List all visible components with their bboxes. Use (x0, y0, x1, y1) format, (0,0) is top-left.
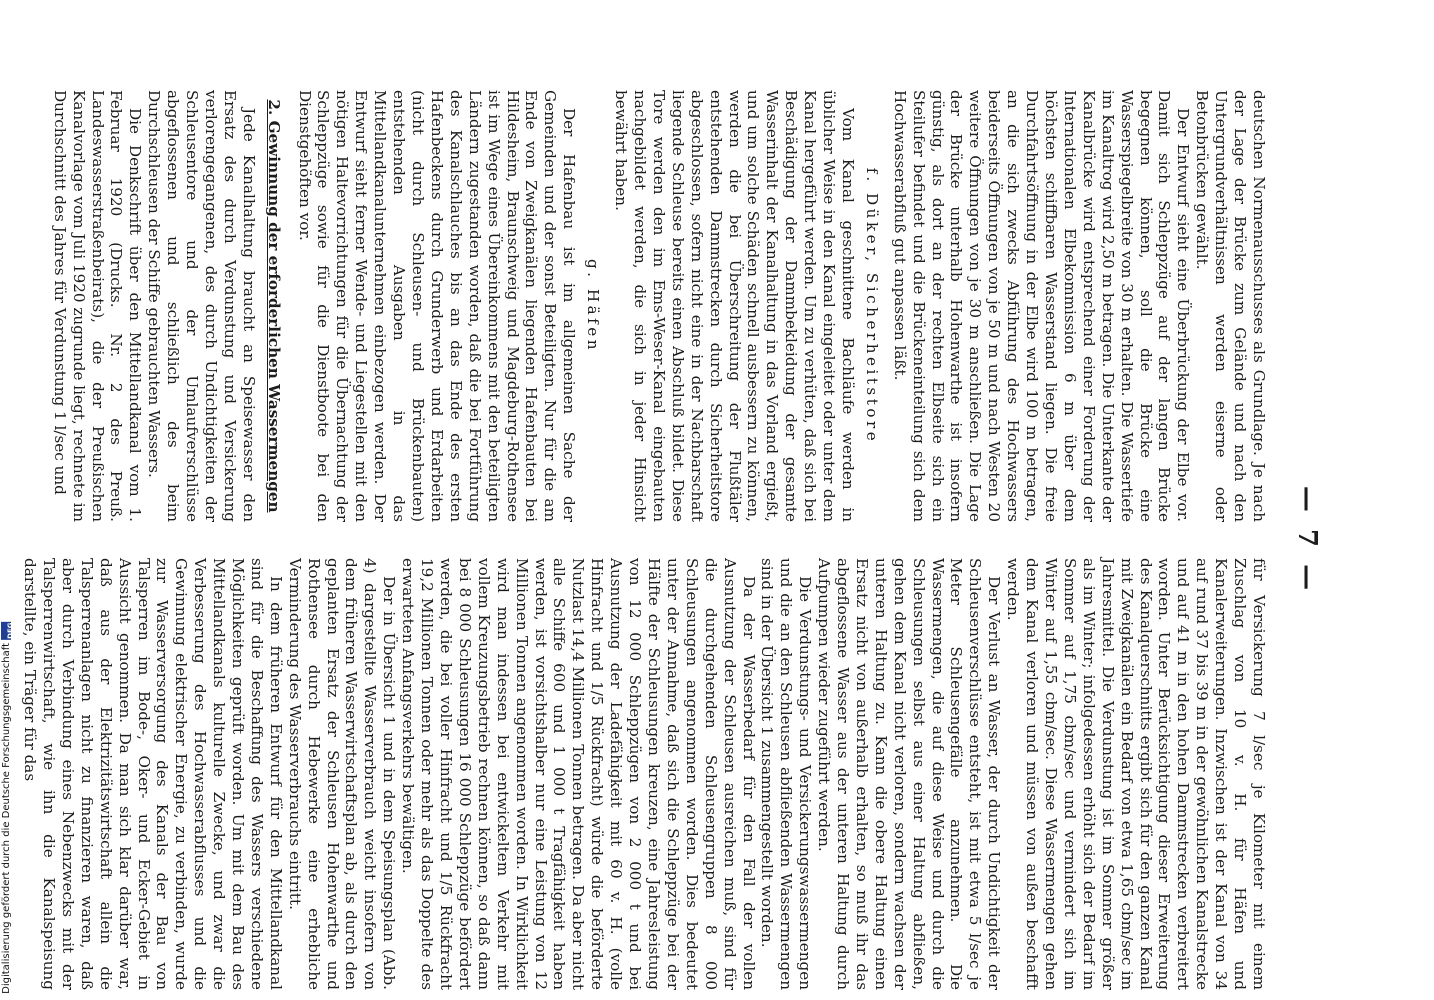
paragraph: Jede Kanalhaltung braucht an Speisewasser den Ersatz des durch Verdunstung und Versickerung verlorengegangenen, des durch Undichtigkeiten der Schleusentore und der Umlaufverschlüsse abgeflossenen und schließlich des beim Durchschleusen der Schiffe gebrauchten Wassers. (145, 90, 258, 522)
document-page (21, 90, 1330, 990)
subsection-heading: g. Häfen (584, 258, 603, 354)
paragraph: In dem früheren Entwurf für den Mittellandkanal sind für die Beschaffung des Wassers verschiedene Möglichkeiten geprüft worden. Um mit dem Bau des Mittellandkanals kulturelle Zwecke, und zwar die Verbesserung des Hochwasserabflusses und die Gewinnung elektrischer Energie, zu verbinden, wurde zur Wasserversorgung des Kanals der Bau von Talsperren im Bode-, Oker- und Ecker-Gebiet in Aussicht genommen. Da man sich klar darüber war, daß aus der Elektrizitätswirtschaft allein die Talsperrenanlagen nicht zu finanzieren waren, daß aber durch Verbindung eines Nebenzwecks mit der Talsperrenwirtschaft, wie ihn die Kanalspeisung darstellte, ein Träger für das (21, 558, 285, 990)
paragraph: Der Hafenbau ist im allgemeinen Sache der Gemeinden und der sonst Beteiligten. Nur für die am Ende von Zweigkanälen liegenden Hafenbauten bei Hildesheim, Braunschweig und Magdeburg-Rothensee ist im Wege eines Übereinkommens mit den beteiligten Ländern zugestanden worden, daß die bei Fortführung des Kanalschlauches bis an das Ende des ersten Hafenbeckens durch Grunderwerb und Erdarbeiten (nicht durch Schleusen- und Brückenbauten) entstehenden Ausgaben in das Mittellandkanalunternehmen einbezogen werden. Der Entwurf sieht ferner Wende- und Liegestellen mit den nötigen Haltevorrichtungen für die Übernachtung der Schleppzüge sowie für die Dienstboote bei den Dienstgehöften vor. (295, 90, 579, 522)
paragraph: für Versickerung 7 l/sec je Kilometer mit einem Zuschlag von 10 v. H. für Häfen und Kanalerweiterungen. Inzwischen ist der Kanal von 34 auf rund 37 bis 39 m in der gewöhnlichen Kanalstrecke und auf 41 m in den hohen Dammstrecken verbreitert worden. Unter Berücksichtigung dieser Erweiterung des Kanalquerschnitts ergibt sich für den ganzen Kanal mit Zweigkanälen ein Bedarf von etwa 1,65 cbm/sec im Jahresmittel. Die Verdunstung ist im Sommer größer als im Winter; infolgedessen erhöht sich der Bedarf im Sommer auf 1,75 cbm/sec und vermindert sich im Winter auf 1,55 cbm/sec. Diese Wassermengen gehen dem Kanal verloren und müssen von außen beschafft werden. (1004, 558, 1268, 990)
paragraph: Der Verlust an Wasser, der durch Undichtigkeit der Schleusenverschlüsse entsteht, ist mit etwa 5 l/sec je Meter Schleusengefälle anzunehmen. Die Wassermengen, die auf diese Weise und durch die Schleusungen selbst aus einer Haltung abfließen, gehen dem Kanal nicht verloren, sondern wachsen der unteren Haltung zu. Kann die obere Haltung einen Ersatz nicht von außerhalb erhalten, so muß ihr das abgeflossene Wasser aus der unteren Haltung durch Aufpumpen wieder zugeführt werden. (815, 558, 1004, 990)
page-number: — 7 — (1292, 485, 1322, 595)
text-column-right (21, 558, 1268, 990)
section-heading: 2. Gewinnung der erforderlichen Wassermengen (264, 99, 283, 513)
paragraph: Die Verdunstungs- und Versickerungswassermengen und die an den Schleusen abfließenden Wassermengen sind in der Übersicht 1 zusammengestellt worden. (758, 558, 815, 990)
paragraph: Die Denkschrift über den Mittellandkanal vom 1. Februar 1920 (Drucks. Nr. 2 des Preuß. Landeswasserstraßenbeirats), die der Preußischen Kanalvorlage vom Juli 1920 zugrunde liegt, rechnete im Durchschnitt des Jahres für Verdunstung 1 l/sec und (50, 90, 145, 522)
text-column-left (50, 90, 1268, 522)
digitization-credit (1, 622, 15, 994)
paragraph: Da der Wasserbedarf für den Fall der vollen Ausnutzung der Schleusen ausreichen muß, sind für die durchgehenden Schleusengruppen 8 000 Schleusungen angenommen worden. Dies bedeutet unter der Annahme, daß sich die Schleppzüge bei der Hälfte der Schleusungen kreuzen, eine Jahresleistung von 12 000 Schleppzügen von 2 000 t und bei Ausnutzung der Ladefähigkeit mit 60 v. H. (volle Hinfracht und 1/5 Rückfracht) würde die beförderte Nutzlast 14,4 Millionen Tonnen betragen. Da aber nicht alle Schiffe 600 und 1 000 t Tragfähigkeit haben werden, ist vorsichtshalber nur eine Leistung von 12 Millionen Tonnen angenommen worden. In Wirklichkeit wird man indessen bei entwickeltem Verkehr mit vollem Kreuzungsbetrieb rechnen können, so daß dann bei 8 000 Schleusungen 16 000 Schleppzüge befördert werden, die bei voller Hinfracht und 1/5 Rückfracht 19,2 Millionen Tonnen oder mehr als das Doppelte des erwarteten Anfangsverkehrs bewältigen. (399, 558, 758, 990)
paragraph: Der Entwurf sieht eine Überbrückung der Elbe vor. Damit sich Schleppzüge auf der langen Brücke begegnen können, soll die Brücke eine Wasserspiegelbreite von 30 m erhalten. Die Wassertiefe im Kanaltrog wird 2,50 m betragen. Die Unterkante der Kanalbrücke wird entsprechend einer Forderung der Internationalen Elbekommission 6 m über dem höchsten schiffbaren Wasserstand liegen. Die freie Durchfahrtsöffnung in der Elbe wird 100 m betragen, an die sich zwecks Abführung des Hochwassers beiderseits Öffnungen von je 50 m und nach Westen 20 weitere Öffnungen von je 30 m anschließen. Die Lage der Brücke unterhalb Hohenwarthe ist insofern günstig, als dort an der rechten Elbseite sich ein Steilufer befindet und die Brückeneinteilung sich dem Hochwasserabfluß gut anpassen läßt. (890, 90, 1193, 522)
paragraph: Vom Kanal geschnittene Bachläufe werden in üblicher Weise in den Kanal eingeleitet oder unter dem Kanal hergeführt werden. Um zu verhüten, daß sich bei Beschädigung der Dammbekleidung der gesamte Wasserinhalt der Kanalhaltung in das Vorland ergießt, und um solche Schäden schnell ausbessern zu können, werden die bei Überschreitung der Flußtäler entstehenden Dammstrecken durch Sicherheitstore abgeschlossen, sofern nicht eine in der Nachbarschaft liegende Schleuse bereits einen Abschluß bildet. Diese Tore werden den im Ems-Weser-Kanal eingebauten nachgebildet werden, die sich in jeder Hinsicht bewährt haben. (612, 90, 857, 522)
paragraph: Der in Übersicht 1 und in dem Speisungsplan (Abb. 4) dargestellte Wasserverbrauch weicht insofern von dem früheren Wasserwirtschaftsplan ab, als durch den geplanten Ersatz der Schleusen Hohenwarthe und Rothensee durch Hebewerke eine erhebliche Verminderung des Wasserverbrauchs eintritt. (285, 558, 399, 990)
dfg-logo: DFG (2, 622, 12, 640)
subsection-heading: f. Düker, Sicherheitstore (862, 167, 881, 445)
credit-text: Digitalisierung gefördert durch die Deutsche Forschungsgemeinschaft (1, 643, 12, 994)
paragraph: deutschen Normenausschusses als Grundlage. Je nach der Lage der Brücke zum Gelände und nach den Untergrundverhältnissen werden eiserne oder Betonbrücken gewählt. (1193, 90, 1268, 522)
